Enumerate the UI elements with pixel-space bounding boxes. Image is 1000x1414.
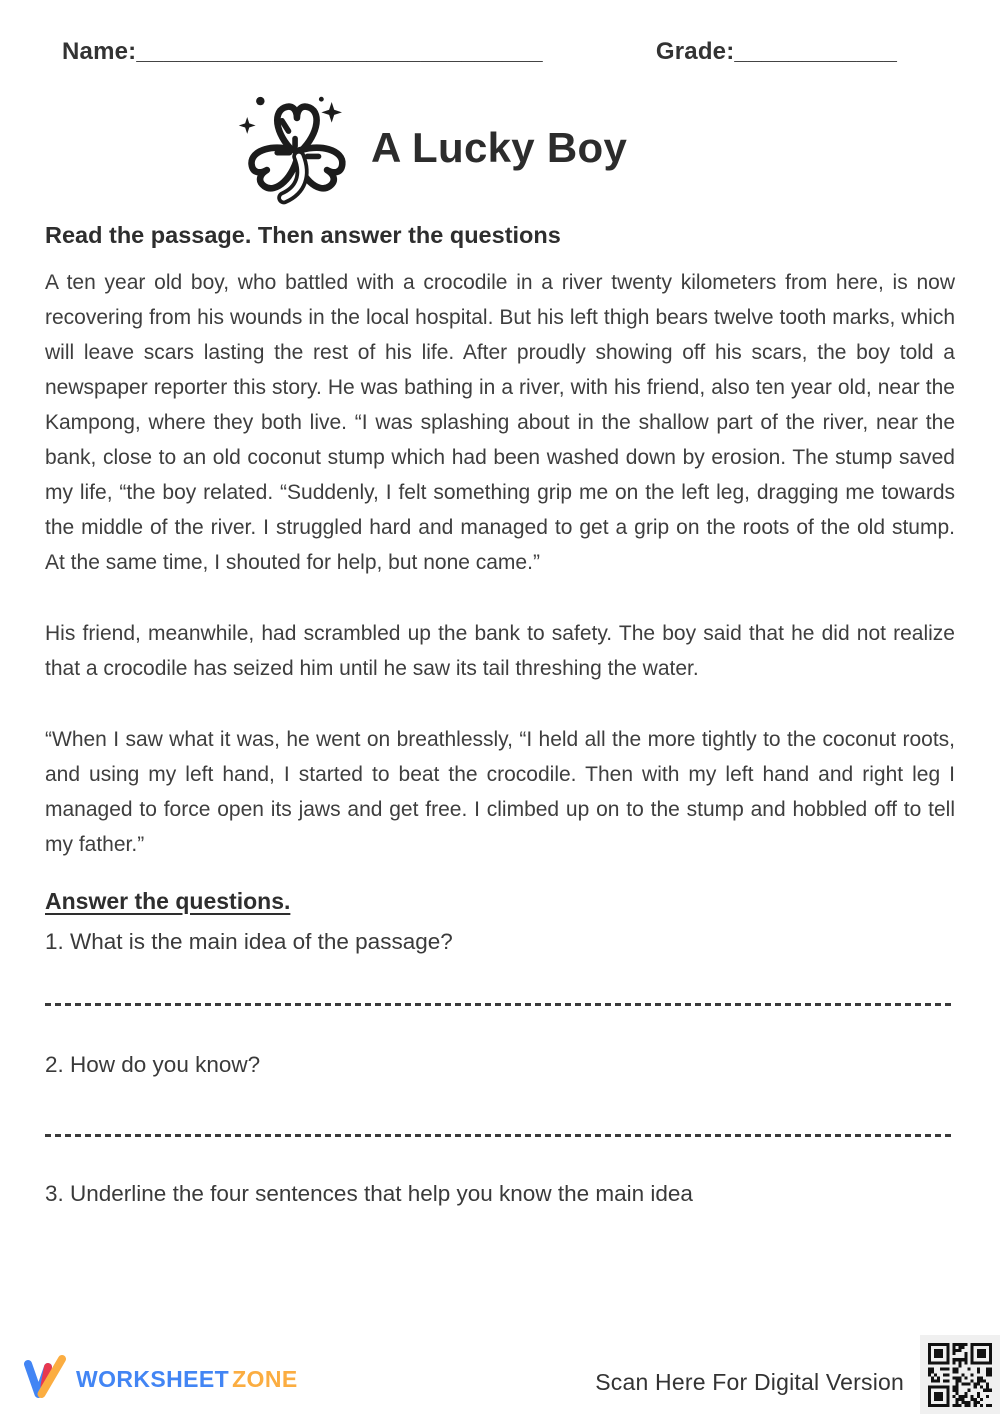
page-title: A Lucky Boy: [371, 124, 628, 171]
name-field: [62, 38, 543, 66]
grade-blank-line: ____________: [734, 38, 897, 65]
name-blank-line: ______________________________: [136, 38, 543, 65]
name-grade-row: [45, 38, 955, 66]
worksheetzone-w-icon: [22, 1353, 68, 1406]
answer-questions-heading: Answer the questions.: [45, 888, 291, 914]
grade-label: Grade:: [655, 38, 735, 65]
question-1: 1. What is the main idea of the passage?: [45, 929, 453, 954]
name-label: Name:: [62, 38, 137, 65]
scan-here-text: Scan Here For Digital Version: [595, 1369, 904, 1395]
passage-paragraph-3: “When I saw what it was, he went on breathlessly, “I held all the more tightly to the coconut roots, and using my left hand, I started to beat the crocodile. Then with my left hand and right leg I managed to force open its jaws and get free. I climbed up on to the stump and hobbled off to tell my father.”: [45, 728, 955, 856]
instructions-heading: Read the passage. Then answer the questions: [45, 222, 561, 248]
logo-text-worksheet: WORKSHEET: [76, 1366, 230, 1392]
question-3: 3. Underline the four sentences that help you know the main idea: [45, 1181, 693, 1206]
title-row: [235, 84, 955, 212]
shamrock-icon: [235, 87, 357, 209]
answer-line-2: [45, 1134, 955, 1137]
answer-line-1: [45, 1003, 955, 1006]
logo-text-zone: ZONE: [232, 1366, 298, 1392]
grade-field: [656, 38, 897, 66]
logo-wordmark: [76, 1366, 298, 1393]
question-2: 2. How do you know?: [45, 1052, 261, 1077]
passage-paragraph-2: His friend, meanwhile, had scrambled up the bank to safety. The boy said that he did not realize that a crocodile has seized him until he saw its tail threshing the water.: [45, 622, 955, 680]
passage-paragraph-1: A ten year old boy, who battled with a crocodile in a river twenty kilometers from here, is now recovering from his wounds in the local hospital. But his left thigh bears twelve tooth marks, which will leave scars lasting the rest of his life. After proudly showing off his scars, the boy told a newspaper reporter this story. He was bathing in a river, with his friend, also ten year old, near the Kampong, where they both live. “I was splashing about in the shallow part of the river, near the bank, close to an old coconut stump which had been washed down by erosion. The stump saved my life, “the boy related. “Suddenly, I felt something grip me on the left leg, dragging me towards the middle of the river. I struggled hard and managed to get a grip on the roots of the old stump. At the same time, I shouted for help, but none came.”: [45, 271, 955, 574]
worksheetzone-logo: [22, 1353, 298, 1406]
qr-code-icon: [920, 1335, 1000, 1414]
